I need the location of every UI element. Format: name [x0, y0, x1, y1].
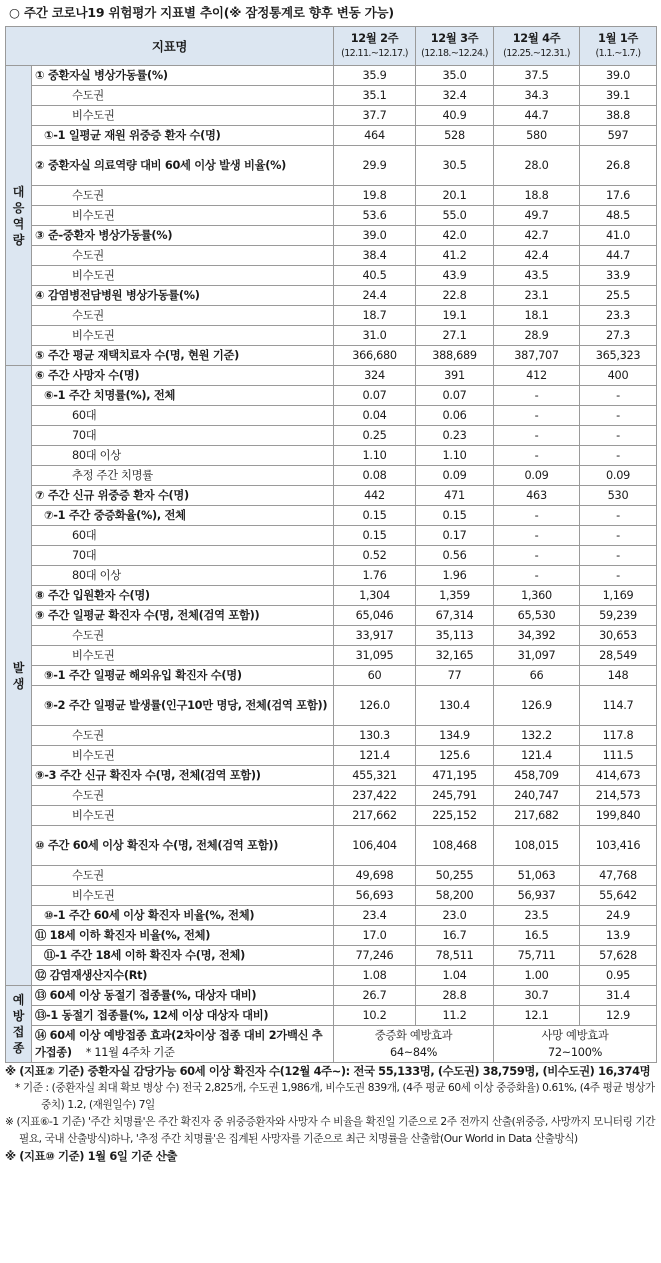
value-cell: 50,255 — [416, 866, 494, 886]
value-cell: 31.4 — [580, 986, 657, 1006]
value-cell: 0.09 — [580, 466, 657, 486]
value-cell: 59,239 — [580, 606, 657, 626]
indicator-name: 수도권 — [32, 86, 334, 106]
value-cell: 18.8 — [494, 186, 580, 206]
value-cell: 22.8 — [416, 286, 494, 306]
value-cell: 35.9 — [334, 66, 416, 86]
value-cell: 33,917 — [334, 626, 416, 646]
value-cell: 1.76 — [334, 566, 416, 586]
value-cell: 214,573 — [580, 786, 657, 806]
value-cell: 528 — [416, 126, 494, 146]
table-row — [6, 626, 657, 646]
value-cell: 114.7 — [580, 686, 657, 726]
value-cell: - — [580, 446, 657, 466]
value-cell: 60 — [334, 666, 416, 686]
indicator-name: ⑨-1 주간 일평균 해외유입 확진자 수(명) — [32, 666, 334, 686]
table-row — [6, 466, 657, 486]
value-cell: 1,359 — [416, 586, 494, 606]
value-cell: 56,937 — [494, 886, 580, 906]
value-cell: 387,707 — [494, 346, 580, 366]
value-cell: 365,323 — [580, 346, 657, 366]
table-row — [6, 966, 657, 986]
value-cell: 458,709 — [494, 766, 580, 786]
table-row — [6, 506, 657, 526]
indicator-name: 70대 — [32, 426, 334, 446]
indicator-name: 수도권 — [32, 246, 334, 266]
value-cell: 16.7 — [416, 926, 494, 946]
indicator-name: 수도권 — [32, 786, 334, 806]
table-row — [6, 306, 657, 326]
value-cell: 25.5 — [580, 286, 657, 306]
severe-value: 64~84% — [389, 1046, 438, 1059]
table-row — [6, 826, 657, 866]
table-row — [6, 426, 657, 446]
table-row — [6, 266, 657, 286]
table-row — [6, 126, 657, 146]
table-row — [6, 346, 657, 366]
table-header-row — [6, 27, 657, 66]
indicator-name: ⑪-1 주간 18세 이하 확진자 수(명, 전체) — [32, 946, 334, 966]
value-cell: 455,321 — [334, 766, 416, 786]
category-prevention: 예 방 접 종 — [6, 986, 32, 1063]
header-week-2: 12월 3주 (12.18.~12.24.) — [416, 27, 494, 66]
value-cell: 23.0 — [416, 906, 494, 926]
value-cell: 37.7 — [334, 106, 416, 126]
value-cell: 29.9 — [334, 146, 416, 186]
header-week-3: 12월 4주 (12.25.~12.31.) — [494, 27, 580, 66]
value-cell: 0.17 — [416, 526, 494, 546]
indicator-name: 수도권 — [32, 186, 334, 206]
indicator-name: ⑥-1 주간 치명률(%), 전체 — [32, 386, 334, 406]
value-cell: 40.9 — [416, 106, 494, 126]
value-cell: 31,097 — [494, 646, 580, 666]
table-row — [6, 526, 657, 546]
value-cell: 58,200 — [416, 886, 494, 906]
indicator-name: ⑨-3 주간 신규 확진자 수(명, 전체(검역 포함)) — [32, 766, 334, 786]
value-cell: - — [580, 406, 657, 426]
value-cell: 55,642 — [580, 886, 657, 906]
value-cell: 47,768 — [580, 866, 657, 886]
value-cell: 0.06 — [416, 406, 494, 426]
value-cell: 580 — [494, 126, 580, 146]
indicator-name: 60대 — [32, 526, 334, 546]
indicator-name: 비수도권 — [32, 746, 334, 766]
value-cell: 43.9 — [416, 266, 494, 286]
table-row — [6, 326, 657, 346]
value-cell: 27.1 — [416, 326, 494, 346]
value-cell: 1.96 — [416, 566, 494, 586]
indicator-name: ③ 준-중환자 병상가동률(%) — [32, 226, 334, 246]
value-cell: 24.9 — [580, 906, 657, 926]
indicator-name: ⑨ 주간 일평균 확진자 수(명, 전체(검역 포함)) — [32, 606, 334, 626]
value-cell: 0.09 — [416, 466, 494, 486]
value-cell: 366,680 — [334, 346, 416, 366]
value-cell: - — [580, 506, 657, 526]
table-row — [6, 646, 657, 666]
value-cell: - — [580, 526, 657, 546]
indicator-name: ⑥ 주간 사망자 수(명) — [32, 366, 334, 386]
value-cell: 53.6 — [334, 206, 416, 226]
value-cell: 23.3 — [580, 306, 657, 326]
value-cell: 126.0 — [334, 686, 416, 726]
value-cell: 43.5 — [494, 266, 580, 286]
value-cell: - — [494, 406, 580, 426]
value-cell: 13.9 — [580, 926, 657, 946]
value-cell: 0.15 — [334, 526, 416, 546]
value-cell: 57,628 — [580, 946, 657, 966]
death-label: 사망 예방효과 — [541, 1029, 609, 1042]
value-cell: 66 — [494, 666, 580, 686]
value-cell: 26.8 — [580, 146, 657, 186]
value-cell: 30.5 — [416, 146, 494, 186]
indicator-name: ①-1 일평균 재원 위중증 환자 수(명) — [32, 126, 334, 146]
value-cell: 39.0 — [580, 66, 657, 86]
indicator-name: ⑩-1 주간 60세 이상 확진자 비율(%, 전체) — [32, 906, 334, 926]
value-cell: 471 — [416, 486, 494, 506]
page-title: ○ 주간 코로나19 위험평가 지표별 추이(※ 잠정통계로 향후 변동 가능) — [9, 5, 394, 20]
value-cell: 0.07 — [334, 386, 416, 406]
value-cell: 0.52 — [334, 546, 416, 566]
value-cell: 65,046 — [334, 606, 416, 626]
value-cell: 245,791 — [416, 786, 494, 806]
indicator-name: ⑬ 60세 이상 동절기 접종률(%, 대상자 대비) — [32, 986, 334, 1006]
value-cell: 42.7 — [494, 226, 580, 246]
value-cell: 67,314 — [416, 606, 494, 626]
indicator-name: 수도권 — [32, 626, 334, 646]
value-cell: 17.0 — [334, 926, 416, 946]
table-row — [6, 886, 657, 906]
value-cell: 1.04 — [416, 966, 494, 986]
value-cell: 23.4 — [334, 906, 416, 926]
indicator-name: ⑫ 감염재생산지수(Rt) — [32, 966, 334, 986]
value-cell: 1.00 — [494, 966, 580, 986]
value-cell: 37.5 — [494, 66, 580, 86]
value-cell: 30,653 — [580, 626, 657, 646]
value-cell: 111.5 — [580, 746, 657, 766]
footnote-criteria: * 기준 : (중환자실 최대 확보 병상 수) 전국 2,825개, 수도권 1,986개, 비수도권 839개, (4주 평균 60세 이상 중증화율) 0.61%, (4주 평균 병상가중치) 1.2, (재원일수) 7일 — [15, 1082, 655, 1111]
value-cell: 32.4 — [416, 86, 494, 106]
value-cell: 12.9 — [580, 1006, 657, 1026]
indicator-name: ⑤ 주간 평균 재택치료자 수(명, 현원 기준) — [32, 346, 334, 366]
value-cell: 121.4 — [494, 746, 580, 766]
table-row — [6, 1026, 657, 1063]
header-week-4: 1월 1주 (1.1.~1.7.) — [580, 27, 657, 66]
value-cell: 0.08 — [334, 466, 416, 486]
value-cell: 31.0 — [334, 326, 416, 346]
value-cell: 1.10 — [416, 446, 494, 466]
value-cell: 44.7 — [580, 246, 657, 266]
value-cell: 35.1 — [334, 86, 416, 106]
value-cell: 412 — [494, 366, 580, 386]
value-cell: 0.23 — [416, 426, 494, 446]
table-row — [6, 106, 657, 126]
value-cell: 12.1 — [494, 1006, 580, 1026]
table-row — [6, 766, 657, 786]
table-row — [6, 726, 657, 746]
indicator-name: 비수도권 — [32, 646, 334, 666]
value-cell: 78,511 — [416, 946, 494, 966]
value-cell: 217,682 — [494, 806, 580, 826]
value-cell: 130.4 — [416, 686, 494, 726]
table-row — [6, 546, 657, 566]
value-cell: 1,304 — [334, 586, 416, 606]
value-cell: 42.0 — [416, 226, 494, 246]
indicator-name-text: ⑭ 60세 이상 예방접종 효과(2차이상 접종 대비 2가백신 추가접종) — [35, 1029, 323, 1059]
value-cell: 126.9 — [494, 686, 580, 726]
footnote-indicator-10: ※ (지표⑩ 기준) 1월 6일 기준 산출 — [5, 1149, 178, 1163]
indicator-name: 수도권 — [32, 726, 334, 746]
value-cell: 32,165 — [416, 646, 494, 666]
header-indicator-name: 지표명 — [6, 27, 334, 66]
value-cell: - — [494, 566, 580, 586]
table-row — [6, 406, 657, 426]
table-row — [6, 806, 657, 826]
value-cell: 77,246 — [334, 946, 416, 966]
table-row — [6, 666, 657, 686]
value-cell: 0.15 — [416, 506, 494, 526]
indicator-name: 수도권 — [32, 866, 334, 886]
value-cell: 108,015 — [494, 826, 580, 866]
value-cell: 33.9 — [580, 266, 657, 286]
value-cell: 40.5 — [334, 266, 416, 286]
value-cell: 34,392 — [494, 626, 580, 646]
table-row — [6, 606, 657, 626]
table-row — [6, 746, 657, 766]
value-cell: 19.1 — [416, 306, 494, 326]
table-row — [6, 946, 657, 966]
indicator-name: 비수도권 — [32, 806, 334, 826]
indicator-name: 60대 — [32, 406, 334, 426]
value-cell: 400 — [580, 366, 657, 386]
value-cell: 1,169 — [580, 586, 657, 606]
value-cell: - — [494, 446, 580, 466]
table-row — [6, 586, 657, 606]
value-cell: 39.1 — [580, 86, 657, 106]
value-cell: - — [494, 526, 580, 546]
value-cell: 35.0 — [416, 66, 494, 86]
value-cell: 31,095 — [334, 646, 416, 666]
value-cell: 217,662 — [334, 806, 416, 826]
value-cell: - — [494, 506, 580, 526]
value-cell: - — [580, 386, 657, 406]
value-cell: 49,698 — [334, 866, 416, 886]
value-cell: 27.3 — [580, 326, 657, 346]
table-row — [6, 866, 657, 886]
value-cell: 38.4 — [334, 246, 416, 266]
value-cell: 463 — [494, 486, 580, 506]
value-cell: 41.0 — [580, 226, 657, 246]
value-cell: 1.08 — [334, 966, 416, 986]
table-row — [6, 286, 657, 306]
indicator-name: ⑦-1 주간 중증화율(%), 전체 — [32, 506, 334, 526]
value-cell: 134.9 — [416, 726, 494, 746]
value-cell: - — [494, 386, 580, 406]
value-cell: 0.09 — [494, 466, 580, 486]
value-cell: 464 — [334, 126, 416, 146]
value-cell: 106,404 — [334, 826, 416, 866]
category-occurrence: 발 생 — [6, 366, 32, 986]
value-cell: 48.5 — [580, 206, 657, 226]
value-cell: 18.1 — [494, 306, 580, 326]
table-row — [6, 986, 657, 1006]
value-cell: 28.8 — [416, 986, 494, 1006]
value-cell: 148 — [580, 666, 657, 686]
table-row — [6, 786, 657, 806]
footnote-fatality: ※ (지표⑥-1 기준) '주간 치명률'은 주간 확진자 중 위중증환자와 사망자 수 비율을 확진일 기준으로 2주 전까지 산출(위중증, 사망까지 모니터링 기간 필요, 국내 산출방식)하나, '추정 주간 치명률'은 집계된 사망자를 기준으로 최근 치명률을 산출함(Our World in Data 산출방식) — [5, 1116, 656, 1145]
value-cell: 11.2 — [416, 1006, 494, 1026]
value-cell: - — [494, 426, 580, 446]
value-cell: 75,711 — [494, 946, 580, 966]
indicator-name: ⑦ 주간 신규 위중증 환자 수(명) — [32, 486, 334, 506]
value-cell: 16.5 — [494, 926, 580, 946]
value-cell: 18.7 — [334, 306, 416, 326]
header-week-1: 12월 2주 (12.11.~12.17.) — [334, 27, 416, 66]
indicator-name: 비수도권 — [32, 326, 334, 346]
value-cell: 597 — [580, 126, 657, 146]
value-cell: 23.5 — [494, 906, 580, 926]
indicator-name: 추정 주간 치명률 — [32, 466, 334, 486]
table-row — [6, 146, 657, 186]
value-cell: - — [494, 546, 580, 566]
table-row — [6, 446, 657, 466]
value-cell: 39.0 — [334, 226, 416, 246]
value-cell: 55.0 — [416, 206, 494, 226]
indicator-name: 80대 이상 — [32, 446, 334, 466]
value-cell: 0.56 — [416, 546, 494, 566]
value-cell: 0.95 — [580, 966, 657, 986]
value-cell: 442 — [334, 486, 416, 506]
value-cell: 108,468 — [416, 826, 494, 866]
indicator-name — [32, 1026, 334, 1063]
indicator-note: * 11월 4주차 기준 — [85, 1046, 175, 1059]
severe-prevention-effect — [334, 1026, 494, 1063]
table-row — [6, 926, 657, 946]
value-cell: 225,152 — [416, 806, 494, 826]
indicator-name: 비수도권 — [32, 266, 334, 286]
value-cell: 28.0 — [494, 146, 580, 186]
table-row — [6, 366, 657, 386]
value-cell: - — [580, 546, 657, 566]
footnote-icu-capacity: ※ (지표② 기준) 중환자실 감당가능 60세 이상 확진자 수(12월 4주~): 전국 55,133명, (수도권) 38,759명, (비수도권) 16,374명 — [5, 1064, 651, 1078]
indicator-name: 비수도권 — [32, 886, 334, 906]
table-row — [6, 386, 657, 406]
category-response: 대 응 역 량 — [6, 66, 32, 366]
value-cell: 56,693 — [334, 886, 416, 906]
value-cell: 324 — [334, 366, 416, 386]
value-cell: 34.3 — [494, 86, 580, 106]
value-cell: 125.6 — [416, 746, 494, 766]
indicator-name: ④ 감염병전담병원 병상가동률(%) — [32, 286, 334, 306]
value-cell: 0.07 — [416, 386, 494, 406]
table-row — [6, 226, 657, 246]
value-cell: - — [580, 426, 657, 446]
value-cell: 237,422 — [334, 786, 416, 806]
value-cell: 30.7 — [494, 986, 580, 1006]
table-row — [6, 246, 657, 266]
indicator-name: 80대 이상 — [32, 566, 334, 586]
table-row — [6, 686, 657, 726]
value-cell: 240,747 — [494, 786, 580, 806]
value-cell: 49.7 — [494, 206, 580, 226]
value-cell: 51,063 — [494, 866, 580, 886]
indicator-name: ⑩ 주간 60세 이상 확진자 수(명, 전체(검역 포함)) — [32, 826, 334, 866]
indicator-name: ① 중환자실 병상가동률(%) — [32, 66, 334, 86]
table-row — [6, 206, 657, 226]
value-cell: 0.15 — [334, 506, 416, 526]
severe-label: 중증화 예방효과 — [374, 1029, 453, 1042]
value-cell: 471,195 — [416, 766, 494, 786]
value-cell: - — [580, 566, 657, 586]
indicator-name: 70대 — [32, 546, 334, 566]
value-cell: 77 — [416, 666, 494, 686]
value-cell: 65,530 — [494, 606, 580, 626]
value-cell: 20.1 — [416, 186, 494, 206]
value-cell: 199,840 — [580, 806, 657, 826]
value-cell: 24.4 — [334, 286, 416, 306]
indicator-name: 비수도권 — [32, 106, 334, 126]
value-cell: 132.2 — [494, 726, 580, 746]
footnotes — [5, 1063, 656, 1165]
value-cell: 130.3 — [334, 726, 416, 746]
table-row — [6, 906, 657, 926]
value-cell: 35,113 — [416, 626, 494, 646]
value-cell: 44.7 — [494, 106, 580, 126]
value-cell: 117.8 — [580, 726, 657, 746]
value-cell: 10.2 — [334, 1006, 416, 1026]
indicator-name: 수도권 — [32, 306, 334, 326]
value-cell: 41.2 — [416, 246, 494, 266]
table-row — [6, 566, 657, 586]
value-cell: 28.9 — [494, 326, 580, 346]
value-cell: 1,360 — [494, 586, 580, 606]
indicator-name: ⑧ 주간 입원환자 수(명) — [32, 586, 334, 606]
value-cell: 42.4 — [494, 246, 580, 266]
indicator-name: ② 중환자실 의료역량 대비 60세 이상 발생 비율(%) — [32, 146, 334, 186]
table-row — [6, 486, 657, 506]
indicator-name: ⑪ 18세 이하 확진자 비율(%, 전체) — [32, 926, 334, 946]
value-cell: 26.7 — [334, 986, 416, 1006]
table-row — [6, 186, 657, 206]
risk-indicator-table — [5, 26, 657, 1063]
indicator-name: ⑨-2 주간 일평균 발생률(인구10만 명당, 전체(검역 포함)) — [32, 686, 334, 726]
value-cell: 38.8 — [580, 106, 657, 126]
value-cell: 530 — [580, 486, 657, 506]
value-cell: 103,416 — [580, 826, 657, 866]
value-cell: 121.4 — [334, 746, 416, 766]
table-row — [6, 66, 657, 86]
table-row — [6, 1006, 657, 1026]
value-cell: 23.1 — [494, 286, 580, 306]
value-cell: 19.8 — [334, 186, 416, 206]
value-cell: 28,549 — [580, 646, 657, 666]
value-cell: 388,689 — [416, 346, 494, 366]
value-cell: 1.10 — [334, 446, 416, 466]
death-prevention-effect — [494, 1026, 657, 1063]
indicator-name: 비수도권 — [32, 206, 334, 226]
death-value: 72~100% — [547, 1046, 603, 1059]
value-cell: 391 — [416, 366, 494, 386]
value-cell: 0.04 — [334, 406, 416, 426]
value-cell: 0.25 — [334, 426, 416, 446]
value-cell: 414,673 — [580, 766, 657, 786]
value-cell: 17.6 — [580, 186, 657, 206]
indicator-name: ⑬-1 동절기 접종률(%, 12세 이상 대상자 대비) — [32, 1006, 334, 1026]
table-row — [6, 86, 657, 106]
